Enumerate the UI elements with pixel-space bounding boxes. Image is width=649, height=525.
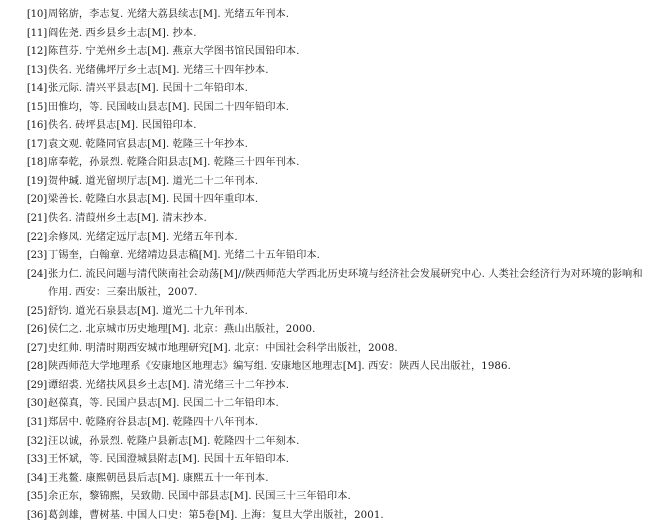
reference-text: 张元际. 清兴平县志[M]. 民国十二年铅印本.	[48, 83, 248, 95]
reference-number: [18]	[26, 157, 47, 169]
reference-item	[0, 173, 649, 192]
reference-item	[0, 247, 649, 266]
reference-text: 舒钧. 道光石泉县志[M]. 道光二十九年刊本.	[48, 305, 248, 317]
reference-text: 阎佐尧. 西乡县乡土志[M]. 抄本.	[48, 27, 197, 39]
reference-text: 佚名. 砖坪县志[M]. 民国铅印本.	[48, 120, 197, 132]
reference-item	[0, 43, 649, 62]
reference-text: 侯仁之. 北京城市历史地理[M]. 北京：燕山出版社，2000.	[48, 324, 316, 336]
reference-number: [29]	[26, 379, 47, 391]
reference-number: [13]	[26, 64, 47, 76]
reference-number: [28]	[26, 361, 47, 373]
reference-text: 张力仁. 流民问题与清代陕南社会动荡[M]//陕西师范大学西北历史环境与经济社会发展研究中心. 人类社会经济行为对环境的影响和作用. 西安：三秦出版社，2007.	[48, 268, 643, 299]
reference-text: 王怀斌，等. 民国澄城县附志[M]. 民国十五年铅印本.	[48, 454, 290, 466]
reference-text: 赵葆真，等. 民国户县志[M]. 民国二十二年铅印本.	[48, 398, 279, 410]
reference-item	[0, 377, 649, 396]
reference-item	[0, 6, 649, 25]
reference-text: 田惟均，等. 民国岐山县志[M]. 民国二十四年铅印本.	[48, 101, 290, 113]
reference-item	[0, 266, 649, 303]
reference-item	[0, 303, 649, 322]
reference-text: 陕西师范大学地理系《安康地区地理志》编写组. 安康地区地理志[M]. 西安：陕西人民出版社，1986.	[48, 361, 511, 373]
reference-item	[0, 488, 649, 507]
reference-text: 丁锡奎，白翰章. 光绪靖边县志稿[M]. 光绪二十五年铅印本.	[48, 250, 320, 262]
reference-number: [24]	[26, 268, 47, 280]
reference-number: [26]	[26, 324, 47, 336]
reference-number: [23]	[26, 250, 47, 262]
reference-item	[0, 358, 649, 377]
reference-number: [22]	[26, 231, 47, 243]
reference-text: 席奉乾，孙景烈. 乾隆合阳县志[M]. 乾隆三十四年刊本.	[48, 157, 300, 169]
reference-item	[0, 451, 649, 470]
reference-number: [14]	[26, 83, 47, 95]
reference-number: [30]	[26, 398, 47, 410]
reference-text: 葛剑雄，曹树基. 中国人口史：第5卷[M]. 上海：复旦大学出版社，2001.	[48, 509, 384, 521]
reference-text: 郑居中. 乾隆府谷县志[M]. 乾隆四十八年刊本.	[48, 417, 259, 429]
reference-item	[0, 433, 649, 452]
reference-text: 梁善长. 乾隆白水县志[M]. 民国十四年重印本.	[48, 194, 259, 206]
reference-item	[0, 414, 649, 433]
reference-text: 佚名. 清葭州乡土志[M]. 清末抄本.	[48, 213, 207, 225]
reference-item	[0, 395, 649, 414]
reference-item	[0, 80, 649, 99]
reference-text: 佚名. 光绪佛坪厅乡土志[M]. 光绪三十四年抄本.	[48, 64, 269, 76]
reference-item	[0, 321, 649, 340]
reference-number: [10]	[26, 9, 47, 20]
reference-text: 谭绍裘. 光绪扶风县乡土志[M]. 清光绪三十二年抄本.	[48, 379, 290, 391]
reference-number: [21]	[26, 213, 47, 225]
reference-item	[0, 117, 649, 136]
reference-number: [15]	[26, 101, 47, 113]
reference-number: [33]	[26, 454, 47, 466]
reference-number: [31]	[26, 417, 47, 429]
reference-text: 余修凤. 光绪定远厅志[M]. 光绪五年刊本.	[48, 231, 238, 243]
reference-item	[0, 507, 649, 525]
reference-number: [16]	[26, 120, 47, 132]
reference-number: [17]	[26, 138, 47, 150]
reference-item	[0, 136, 649, 155]
reference-item	[0, 25, 649, 44]
reference-item	[0, 99, 649, 118]
reference-number: [36]	[26, 509, 47, 521]
reference-item	[0, 154, 649, 173]
reference-number: [35]	[26, 491, 47, 503]
reference-text: 汪以诚，孙景烈. 乾隆户县新志[M]. 乾隆四十二年刻本.	[48, 435, 300, 447]
reference-text: 袁文观. 乾隆同官县志[M]. 乾隆三十年抄本.	[48, 138, 248, 150]
reference-number: [20]	[26, 194, 47, 206]
reference-text: 史红帅. 明清时期西安城市地理研究[M]. 北京：中国社会科学出版社，2008.	[48, 342, 398, 354]
reference-number: [12]	[26, 46, 47, 58]
reference-item	[0, 62, 649, 81]
reference-text: 王兆鳌. 康熙朝邑县后志[M]. 康熙五十一年刊本.	[48, 472, 269, 484]
reference-item	[0, 210, 649, 229]
reference-text: 陈苣芬. 宁羌州乡土志[M]. 燕京大学图书馆民国铅印本.	[48, 46, 300, 58]
reference-item	[0, 191, 649, 210]
reference-number: [25]	[26, 305, 47, 317]
reference-item	[0, 229, 649, 248]
reference-number: [32]	[26, 435, 47, 447]
reference-number: [34]	[26, 472, 47, 484]
reference-list	[0, 6, 649, 525]
reference-text: 周铭旂，李志复. 光绪大荔县续志[M]. 光绪五年刊本.	[48, 9, 290, 20]
reference-item	[0, 340, 649, 359]
reference-number: [19]	[26, 175, 47, 187]
reference-number: [11]	[26, 27, 47, 39]
reference-text: 余正东，黎锦熙，吴致勋. 民国中部县志[M]. 民国三十三年铅印本.	[48, 491, 351, 503]
reference-item	[0, 470, 649, 489]
reference-text: 贺仲瑊. 道光留坝厅志[M]. 道光二十二年刊本.	[48, 175, 259, 187]
reference-number: [27]	[26, 342, 47, 354]
